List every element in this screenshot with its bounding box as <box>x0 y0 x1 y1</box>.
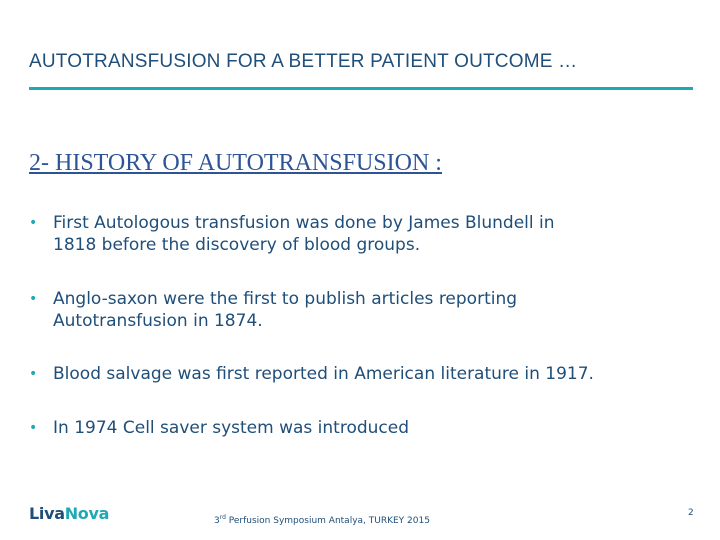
bullet-text-line: Autotransfusion in 1874. <box>53 311 263 331</box>
footer-event-prefix: 3 <box>214 516 220 526</box>
bullet-icon: • <box>29 366 38 382</box>
bullet-icon: • <box>29 291 38 307</box>
bullet-text-line: Anglo-saxon were the first to publish articles reporting <box>53 289 518 309</box>
footer-event-text <box>214 514 430 526</box>
page-number: 2 <box>688 508 694 518</box>
logo-text-nova: Nova <box>64 504 110 523</box>
bullet-text-line: In 1974 Cell saver system was introduced <box>53 418 410 438</box>
bullet-item <box>29 363 709 385</box>
footer-event-label: Perfusion Symposium Antalya, TURKEY 2015 <box>225 516 430 526</box>
bullet-item <box>29 417 709 439</box>
footer-event-superscript: rd <box>219 514 226 521</box>
slide-title: AUTOTRANSFUSION FOR A BETTER PATIENT OUTCOME … <box>29 51 578 72</box>
bullet-text-line: First Autologous transfusion was done by James Blundell in <box>53 213 555 233</box>
bullet-icon: • <box>29 215 38 231</box>
bullet-text-line: Blood salvage was first reported in American literature in 1917. <box>53 364 594 384</box>
bullet-text-line: 1818 before the discovery of blood groups. <box>53 235 421 255</box>
section-heading: 2- HISTORY OF AUTOTRANSFUSION : <box>29 150 442 176</box>
logo-text-liva: Liva <box>29 504 65 523</box>
bullet-item <box>29 212 709 256</box>
livanova-logo <box>29 504 109 523</box>
bullet-item <box>29 288 709 332</box>
bullet-icon: • <box>29 420 38 436</box>
title-divider <box>29 87 693 90</box>
